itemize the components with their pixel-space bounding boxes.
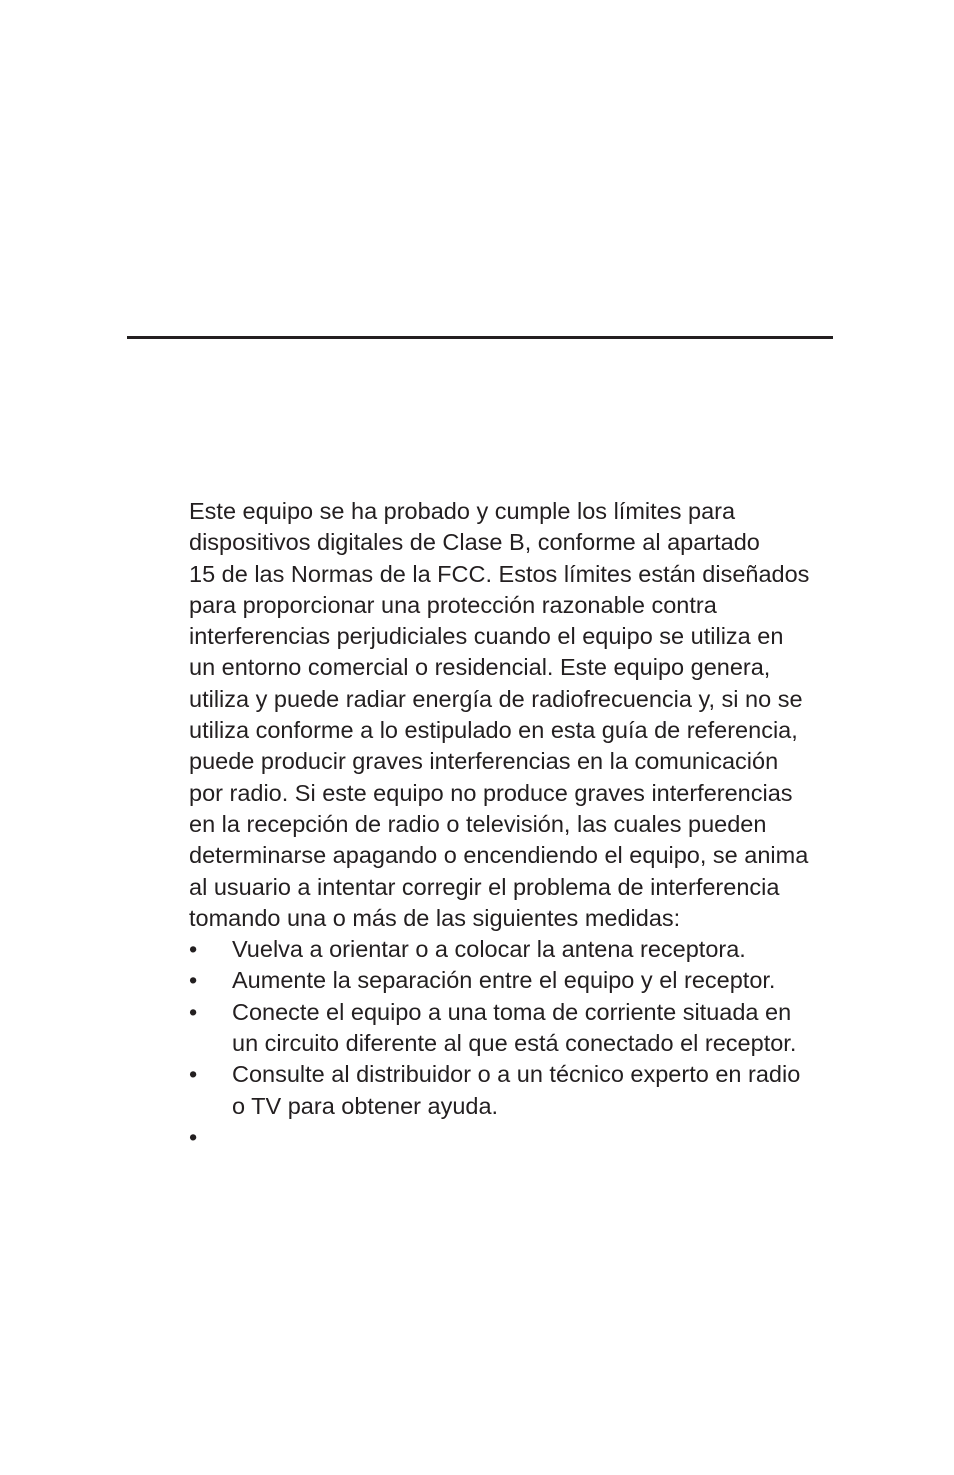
paragraph-line: Este equipo se ha probado y cumple los límites para	[189, 498, 736, 524]
list-item-text: Vuelva a orientar o a colocar la antena receptora.	[232, 936, 746, 963]
list-item-text: Aumente la separación entre el equipo y el receptor.	[232, 967, 776, 994]
list-item-text: Consulte al distribuidor o a un técnico experto en radio	[232, 1061, 801, 1088]
paragraph-line: en la recepción de radio o televisión, las cuales pueden	[189, 810, 767, 837]
paragraph-line: un entorno comercial o residencial. Este equipo genera,	[189, 654, 771, 681]
paragraph-line: utiliza conforme a lo estipulado en esta guía de referencia,	[189, 717, 798, 744]
list-item	[189, 997, 849, 1060]
horizontal-rule	[127, 336, 833, 339]
paragraph-line: 15 de las Normas de la FCC. Estos límites están diseñados	[189, 560, 810, 587]
list-item-text: un circuito diferente al que está conectado el receptor.	[232, 1030, 797, 1057]
paragraph-line: interferencias perjudiciales cuando el equipo se utiliza en	[189, 623, 784, 650]
list-item-text: Conecte el equipo a una toma de corriente situada en	[232, 998, 792, 1025]
measures-list	[189, 934, 849, 1153]
fcc-paragraph	[189, 496, 849, 934]
list-item	[189, 965, 849, 996]
paragraph-line: utiliza y puede radiar energía de radiofrecuencia y, si no se	[189, 685, 803, 712]
list-item	[189, 1059, 849, 1122]
paragraph-line: al usuario a intentar corregir el problema de interferencia	[189, 873, 780, 900]
body-text	[189, 496, 849, 1153]
paragraph-line: puede producir graves interferencias en la comunicación	[189, 748, 779, 775]
bullet-icon: •	[189, 1123, 198, 1150]
bullet-icon: •	[189, 1061, 198, 1088]
paragraph-line: por radio. Si este equipo no produce graves interferencias	[189, 779, 793, 806]
bullet-icon: •	[189, 998, 198, 1025]
list-item-empty	[189, 1122, 849, 1153]
list-item	[189, 934, 849, 965]
paragraph-line: para proporcionar una protección razonable contra	[189, 591, 717, 618]
paragraph-line: determinarse apagando o encendiendo el equipo, se anima	[189, 842, 809, 869]
paragraph-line: dispositivos digitales de Clase B, conforme al apartado	[189, 529, 760, 556]
bullet-icon: •	[189, 936, 198, 963]
list-item-text: o TV para obtener ayuda.	[232, 1092, 499, 1119]
paragraph-line: tomando una o más de las siguientes medidas:	[189, 904, 681, 931]
bullet-icon: •	[189, 967, 198, 994]
